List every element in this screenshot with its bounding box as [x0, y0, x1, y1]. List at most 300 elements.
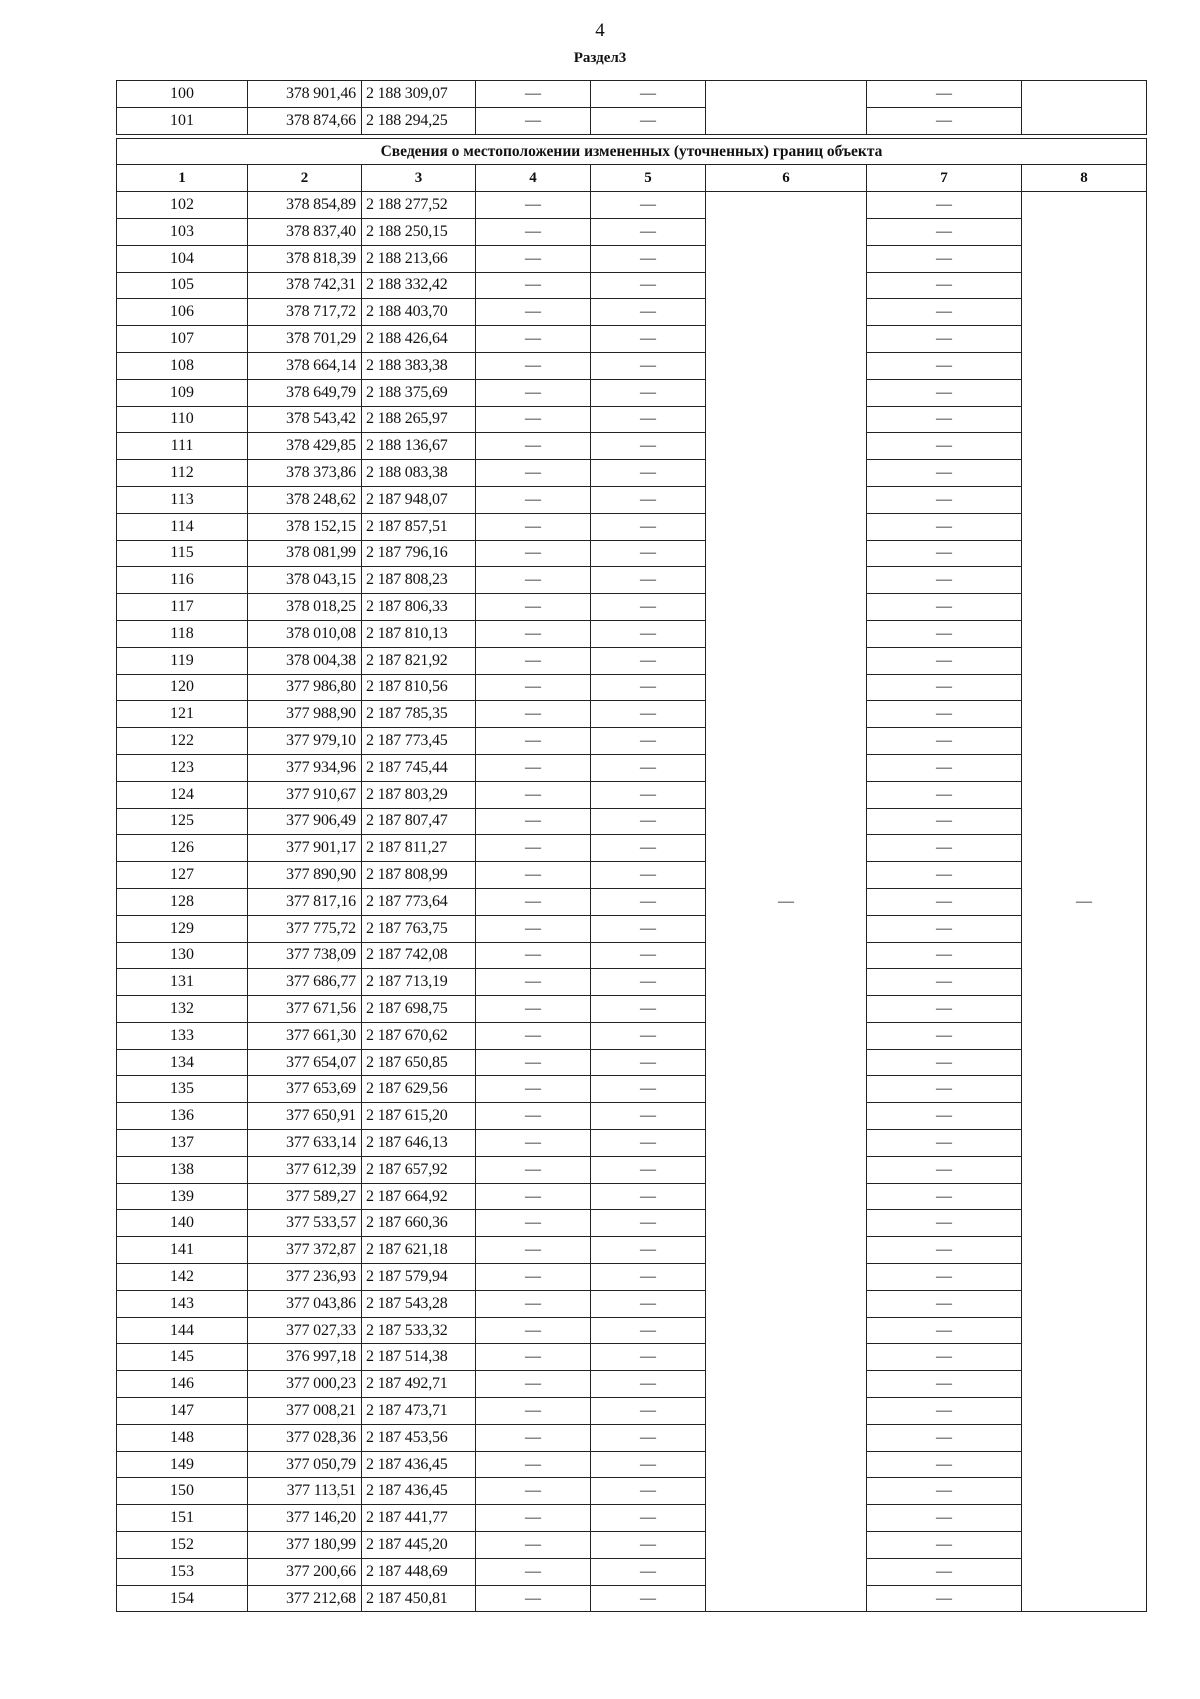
- column-4-cell: —: [476, 1478, 591, 1505]
- table-row: [117, 299, 1147, 326]
- column-4-cell: —: [476, 1022, 591, 1049]
- y-coordinate-cell: 2 187 857,51: [362, 513, 476, 540]
- column-4-cell: —: [476, 996, 591, 1023]
- table-row: [117, 888, 1147, 915]
- point-number-cell: 140: [117, 1210, 248, 1237]
- point-number-cell: 100: [117, 81, 248, 108]
- column-4-cell: —: [476, 1585, 591, 1612]
- y-coordinate-cell: 2 187 450,81: [362, 1585, 476, 1612]
- x-coordinate-cell: 377 028,36: [248, 1424, 362, 1451]
- y-coordinate-cell: 2 187 785,35: [362, 701, 476, 728]
- column-5-cell: —: [591, 352, 706, 379]
- column-4-cell: —: [476, 1264, 591, 1291]
- column-5-cell: —: [591, 754, 706, 781]
- table-row: [117, 460, 1147, 487]
- table-row: [117, 1130, 1147, 1157]
- table-row: [117, 1558, 1147, 1585]
- column-number-3: 3: [362, 165, 476, 192]
- column-4-cell: —: [476, 513, 591, 540]
- y-coordinate-cell: 2 187 657,92: [362, 1156, 476, 1183]
- column-5-cell: —: [591, 1130, 706, 1157]
- y-coordinate-cell: 2 187 810,56: [362, 674, 476, 701]
- column-7-cell: —: [867, 1398, 1022, 1425]
- column-number-6: 6: [706, 165, 867, 192]
- table-row: [117, 1398, 1147, 1425]
- y-coordinate-cell: 2 187 808,99: [362, 862, 476, 889]
- x-coordinate-cell: 377 906,49: [248, 808, 362, 835]
- column-5-cell: —: [591, 1290, 706, 1317]
- column-7-cell: —: [867, 1478, 1022, 1505]
- column-7-cell: —: [867, 942, 1022, 969]
- column-5-cell: —: [591, 406, 706, 433]
- y-coordinate-cell: 2 187 807,47: [362, 808, 476, 835]
- y-coordinate-cell: 2 188 383,38: [362, 352, 476, 379]
- y-coordinate-cell: 2 187 742,08: [362, 942, 476, 969]
- column-5-cell: —: [591, 299, 706, 326]
- point-number-cell: 101: [117, 107, 248, 134]
- point-number-cell: 105: [117, 272, 248, 299]
- x-coordinate-cell: 377 910,67: [248, 781, 362, 808]
- column-4-cell: —: [476, 1398, 591, 1425]
- table-row: [117, 245, 1147, 272]
- column-5-cell: —: [591, 1451, 706, 1478]
- column-7-cell: —: [867, 1290, 1022, 1317]
- column-4-cell: —: [476, 1371, 591, 1398]
- column-7-cell: —: [867, 567, 1022, 594]
- page-number: 4: [595, 20, 605, 41]
- column-7-cell: —: [867, 218, 1022, 245]
- column-4-cell: —: [476, 915, 591, 942]
- x-coordinate-cell: 377 817,16: [248, 888, 362, 915]
- column-numbers-row: [117, 165, 1147, 192]
- column-7-cell: —: [867, 1344, 1022, 1371]
- point-number-cell: 104: [117, 245, 248, 272]
- point-number-cell: 106: [117, 299, 248, 326]
- table-row: [117, 1505, 1147, 1532]
- y-coordinate-cell: 2 187 745,44: [362, 754, 476, 781]
- y-coordinate-cell: 2 187 811,27: [362, 835, 476, 862]
- table-row: [117, 352, 1147, 379]
- y-coordinate-cell: 2 188 332,42: [362, 272, 476, 299]
- x-coordinate-cell: 377 027,33: [248, 1317, 362, 1344]
- table-row: [117, 1076, 1147, 1103]
- column-7-cell: —: [867, 406, 1022, 433]
- x-coordinate-cell: 378 901,46: [248, 81, 362, 108]
- y-coordinate-cell: 2 188 309,07: [362, 81, 476, 108]
- x-coordinate-cell: 378 543,42: [248, 406, 362, 433]
- point-number-cell: 112: [117, 460, 248, 487]
- x-coordinate-cell: 378 818,39: [248, 245, 362, 272]
- column-4-cell: —: [476, 1210, 591, 1237]
- point-number-cell: 121: [117, 701, 248, 728]
- table-row: [117, 1264, 1147, 1291]
- column-7-cell: —: [867, 245, 1022, 272]
- column-7-cell: —: [867, 1371, 1022, 1398]
- column-7-cell: —: [867, 1210, 1022, 1237]
- table-row: [117, 486, 1147, 513]
- column-4-cell: —: [476, 486, 591, 513]
- x-coordinate-cell: 377 372,87: [248, 1237, 362, 1264]
- column-7-cell: —: [867, 1451, 1022, 1478]
- x-coordinate-cell: 377 008,21: [248, 1398, 362, 1425]
- column-7-cell: —: [867, 107, 1022, 134]
- column-7-cell: —: [867, 1237, 1022, 1264]
- column-5-cell: —: [591, 1237, 706, 1264]
- column-5-cell: —: [591, 835, 706, 862]
- column-7-cell: —: [867, 1183, 1022, 1210]
- column-5-cell: —: [591, 192, 706, 219]
- column-number-1: 1: [117, 165, 248, 192]
- y-coordinate-cell: 2 187 821,92: [362, 647, 476, 674]
- column-5-cell: —: [591, 701, 706, 728]
- column-7-cell: —: [867, 1317, 1022, 1344]
- y-coordinate-cell: 2 187 646,13: [362, 1130, 476, 1157]
- column-4-cell: —: [476, 1237, 591, 1264]
- point-number-cell: 115: [117, 540, 248, 567]
- column-7-cell: —: [867, 754, 1022, 781]
- column-5-cell: —: [591, 996, 706, 1023]
- table-row: [117, 1451, 1147, 1478]
- table-row: [117, 406, 1147, 433]
- point-number-cell: 127: [117, 862, 248, 889]
- table-row: [117, 1344, 1147, 1371]
- x-coordinate-cell: 377 589,27: [248, 1183, 362, 1210]
- table-row: [117, 1478, 1147, 1505]
- section-heading-row: [117, 138, 1147, 165]
- column-7-cell: —: [867, 326, 1022, 353]
- column-4-cell: —: [476, 107, 591, 134]
- column-5-cell: —: [591, 272, 706, 299]
- y-coordinate-cell: 2 187 713,19: [362, 969, 476, 996]
- point-number-cell: 125: [117, 808, 248, 835]
- column-5-cell: —: [591, 594, 706, 621]
- x-coordinate-cell: 377 901,17: [248, 835, 362, 862]
- column-7-cell: —: [867, 674, 1022, 701]
- x-coordinate-cell: 378 004,38: [248, 647, 362, 674]
- point-number-cell: 142: [117, 1264, 248, 1291]
- column-5-cell: —: [591, 620, 706, 647]
- x-coordinate-cell: 377 180,99: [248, 1532, 362, 1559]
- x-coordinate-cell: 377 633,14: [248, 1130, 362, 1157]
- column-7-cell: —: [867, 486, 1022, 513]
- y-coordinate-cell: 2 187 436,45: [362, 1451, 476, 1478]
- column-4-cell: —: [476, 1451, 591, 1478]
- column-7-cell: —: [867, 594, 1022, 621]
- column-4-cell: —: [476, 1156, 591, 1183]
- x-coordinate-cell: 377 113,51: [248, 1478, 362, 1505]
- y-coordinate-cell: 2 187 445,20: [362, 1532, 476, 1559]
- point-number-cell: 132: [117, 996, 248, 1023]
- x-coordinate-cell: 378 717,72: [248, 299, 362, 326]
- table-row: [117, 1183, 1147, 1210]
- column-number-7: 7: [867, 165, 1022, 192]
- column-5-cell: —: [591, 486, 706, 513]
- column-4-cell: —: [476, 272, 591, 299]
- column-7-cell: —: [867, 1505, 1022, 1532]
- x-coordinate-cell: 377 988,90: [248, 701, 362, 728]
- column-5-cell: —: [591, 567, 706, 594]
- column-4-cell: —: [476, 1505, 591, 1532]
- column-number-4: 4: [476, 165, 591, 192]
- point-number-cell: 150: [117, 1478, 248, 1505]
- column-5-cell: —: [591, 647, 706, 674]
- column-7-cell: —: [867, 1130, 1022, 1157]
- table-row: [117, 728, 1147, 755]
- table-row: [117, 996, 1147, 1023]
- column-4-cell: —: [476, 701, 591, 728]
- column-7-cell: —: [867, 272, 1022, 299]
- table-row: [117, 701, 1147, 728]
- column-5-cell: —: [591, 888, 706, 915]
- y-coordinate-cell: 2 188 136,67: [362, 433, 476, 460]
- x-coordinate-cell: 377 934,96: [248, 754, 362, 781]
- point-number-cell: 123: [117, 754, 248, 781]
- column-7-cell: —: [867, 728, 1022, 755]
- point-number-cell: 139: [117, 1183, 248, 1210]
- column-4-cell: —: [476, 862, 591, 889]
- column-4-cell: —: [476, 1344, 591, 1371]
- x-coordinate-cell: 377 000,23: [248, 1371, 362, 1398]
- column-7-cell: —: [867, 1532, 1022, 1559]
- column-4-cell: —: [476, 567, 591, 594]
- table-row: [117, 540, 1147, 567]
- column-7-cell: —: [867, 299, 1022, 326]
- column-4-cell: —: [476, 1130, 591, 1157]
- column-7-cell: —: [867, 647, 1022, 674]
- column-5-cell: —: [591, 1505, 706, 1532]
- y-coordinate-cell: 2 187 803,29: [362, 781, 476, 808]
- column-4-cell: —: [476, 299, 591, 326]
- table-row: [117, 1103, 1147, 1130]
- column-5-cell: —: [591, 460, 706, 487]
- y-coordinate-cell: 2 188 265,97: [362, 406, 476, 433]
- column-7-cell: —: [867, 513, 1022, 540]
- column-7-cell: —: [867, 1424, 1022, 1451]
- point-number-cell: 143: [117, 1290, 248, 1317]
- column-7-cell: —: [867, 862, 1022, 889]
- y-coordinate-cell: 2 187 579,94: [362, 1264, 476, 1291]
- column-4-cell: —: [476, 379, 591, 406]
- column-4-cell: —: [476, 808, 591, 835]
- column-4-cell: —: [476, 192, 591, 219]
- column-7-cell: —: [867, 81, 1022, 108]
- table-row: [117, 1424, 1147, 1451]
- column-4-cell: —: [476, 1103, 591, 1130]
- column-6-merged-cell: [706, 81, 867, 135]
- column-4-cell: —: [476, 781, 591, 808]
- column-4-cell: —: [476, 245, 591, 272]
- column-7-cell: —: [867, 1103, 1022, 1130]
- column-5-cell: —: [591, 379, 706, 406]
- column-4-cell: —: [476, 326, 591, 353]
- column-4-cell: —: [476, 620, 591, 647]
- column-6-merged-cell: —: [706, 192, 867, 1612]
- table-row: [117, 594, 1147, 621]
- point-number-cell: 131: [117, 969, 248, 996]
- table-row: [117, 781, 1147, 808]
- column-5-cell: —: [591, 1478, 706, 1505]
- y-coordinate-cell: 2 187 615,20: [362, 1103, 476, 1130]
- column-5-cell: —: [591, 915, 706, 942]
- point-number-cell: 108: [117, 352, 248, 379]
- x-coordinate-cell: 378 649,79: [248, 379, 362, 406]
- column-5-cell: —: [591, 433, 706, 460]
- point-number-cell: 135: [117, 1076, 248, 1103]
- table-row: [117, 620, 1147, 647]
- column-7-cell: —: [867, 781, 1022, 808]
- point-number-cell: 122: [117, 728, 248, 755]
- y-coordinate-cell: 2 188 403,70: [362, 299, 476, 326]
- y-coordinate-cell: 2 187 453,56: [362, 1424, 476, 1451]
- column-5-cell: —: [591, 1022, 706, 1049]
- column-5-cell: —: [591, 862, 706, 889]
- column-5-cell: —: [591, 1264, 706, 1291]
- x-coordinate-cell: 376 997,18: [248, 1344, 362, 1371]
- table-row: [117, 81, 1147, 108]
- y-coordinate-cell: 2 187 629,56: [362, 1076, 476, 1103]
- table-row: [117, 674, 1147, 701]
- x-coordinate-cell: 378 373,86: [248, 460, 362, 487]
- column-7-cell: —: [867, 433, 1022, 460]
- table-row: [117, 218, 1147, 245]
- column-5-cell: —: [591, 1049, 706, 1076]
- coordinates-table-body: [117, 81, 1147, 1612]
- point-number-cell: 149: [117, 1451, 248, 1478]
- column-7-cell: —: [867, 1264, 1022, 1291]
- column-5-cell: —: [591, 1398, 706, 1425]
- y-coordinate-cell: 2 188 277,52: [362, 192, 476, 219]
- point-number-cell: 130: [117, 942, 248, 969]
- y-coordinate-cell: 2 187 441,77: [362, 1505, 476, 1532]
- point-number-cell: 109: [117, 379, 248, 406]
- point-number-cell: 137: [117, 1130, 248, 1157]
- column-7-cell: —: [867, 969, 1022, 996]
- column-4-cell: —: [476, 1183, 591, 1210]
- point-number-cell: 118: [117, 620, 248, 647]
- table-row: [117, 1585, 1147, 1612]
- coordinates-table: [116, 80, 1147, 1612]
- column-4-cell: —: [476, 647, 591, 674]
- column-5-cell: —: [591, 1424, 706, 1451]
- point-number-cell: 113: [117, 486, 248, 513]
- column-4-cell: —: [476, 1558, 591, 1585]
- column-5-cell: —: [591, 808, 706, 835]
- y-coordinate-cell: 2 187 810,13: [362, 620, 476, 647]
- x-coordinate-cell: 377 890,90: [248, 862, 362, 889]
- column-8-merged-cell: [1022, 81, 1147, 135]
- point-number-cell: 138: [117, 1156, 248, 1183]
- table-row: [117, 969, 1147, 996]
- column-5-cell: —: [591, 1210, 706, 1237]
- column-4-cell: —: [476, 835, 591, 862]
- column-number-8: 8: [1022, 165, 1147, 192]
- section-title: Раздел3: [573, 50, 627, 66]
- point-number-cell: 102: [117, 192, 248, 219]
- point-number-cell: 110: [117, 406, 248, 433]
- table-row: [117, 513, 1147, 540]
- table-row: [117, 1532, 1147, 1559]
- column-5-cell: —: [591, 513, 706, 540]
- column-5-cell: —: [591, 1317, 706, 1344]
- table-row: [117, 272, 1147, 299]
- table-row: [117, 942, 1147, 969]
- column-7-cell: —: [867, 1076, 1022, 1103]
- point-number-cell: 146: [117, 1371, 248, 1398]
- column-4-cell: —: [476, 540, 591, 567]
- x-coordinate-cell: 378 664,14: [248, 352, 362, 379]
- table-row: [117, 433, 1147, 460]
- column-7-cell: —: [867, 996, 1022, 1023]
- x-coordinate-cell: 378 018,25: [248, 594, 362, 621]
- column-4-cell: —: [476, 1076, 591, 1103]
- column-5-cell: —: [591, 1156, 706, 1183]
- x-coordinate-cell: 378 081,99: [248, 540, 362, 567]
- x-coordinate-cell: 377 738,09: [248, 942, 362, 969]
- column-5-cell: —: [591, 218, 706, 245]
- point-number-cell: 151: [117, 1505, 248, 1532]
- y-coordinate-cell: 2 188 426,64: [362, 326, 476, 353]
- y-coordinate-cell: 2 187 664,92: [362, 1183, 476, 1210]
- y-coordinate-cell: 2 188 294,25: [362, 107, 476, 134]
- column-5-cell: —: [591, 1183, 706, 1210]
- y-coordinate-cell: 2 187 543,28: [362, 1290, 476, 1317]
- point-number-cell: 134: [117, 1049, 248, 1076]
- point-number-cell: 111: [117, 433, 248, 460]
- x-coordinate-cell: 377 686,77: [248, 969, 362, 996]
- point-number-cell: 152: [117, 1532, 248, 1559]
- column-8-merged-cell: —: [1022, 192, 1147, 1612]
- x-coordinate-cell: 378 043,15: [248, 567, 362, 594]
- y-coordinate-cell: 2 187 670,62: [362, 1022, 476, 1049]
- x-coordinate-cell: 377 050,79: [248, 1451, 362, 1478]
- table-row: [117, 808, 1147, 835]
- x-coordinate-cell: 378 429,85: [248, 433, 362, 460]
- y-coordinate-cell: 2 188 083,38: [362, 460, 476, 487]
- column-number-5: 5: [591, 165, 706, 192]
- y-coordinate-cell: 2 187 660,36: [362, 1210, 476, 1237]
- column-7-cell: —: [867, 1585, 1022, 1612]
- point-number-cell: 126: [117, 835, 248, 862]
- column-7-cell: —: [867, 352, 1022, 379]
- column-number-2: 2: [248, 165, 362, 192]
- x-coordinate-cell: 377 986,80: [248, 674, 362, 701]
- point-number-cell: 141: [117, 1237, 248, 1264]
- x-coordinate-cell: 378 837,40: [248, 218, 362, 245]
- point-number-cell: 129: [117, 915, 248, 942]
- point-number-cell: 145: [117, 1344, 248, 1371]
- column-4-cell: —: [476, 406, 591, 433]
- column-5-cell: —: [591, 781, 706, 808]
- column-4-cell: —: [476, 1290, 591, 1317]
- point-number-cell: 107: [117, 326, 248, 353]
- column-4-cell: —: [476, 969, 591, 996]
- table-row: [117, 647, 1147, 674]
- column-4-cell: —: [476, 888, 591, 915]
- column-7-cell: —: [867, 1022, 1022, 1049]
- point-number-cell: 154: [117, 1585, 248, 1612]
- point-number-cell: 120: [117, 674, 248, 701]
- column-4-cell: —: [476, 1532, 591, 1559]
- point-number-cell: 148: [117, 1424, 248, 1451]
- column-7-cell: —: [867, 540, 1022, 567]
- x-coordinate-cell: 377 653,69: [248, 1076, 362, 1103]
- x-coordinate-cell: 377 043,86: [248, 1290, 362, 1317]
- x-coordinate-cell: 377 612,39: [248, 1156, 362, 1183]
- column-5-cell: —: [591, 540, 706, 567]
- y-coordinate-cell: 2 187 492,71: [362, 1371, 476, 1398]
- table-row: [117, 1022, 1147, 1049]
- column-4-cell: —: [476, 754, 591, 781]
